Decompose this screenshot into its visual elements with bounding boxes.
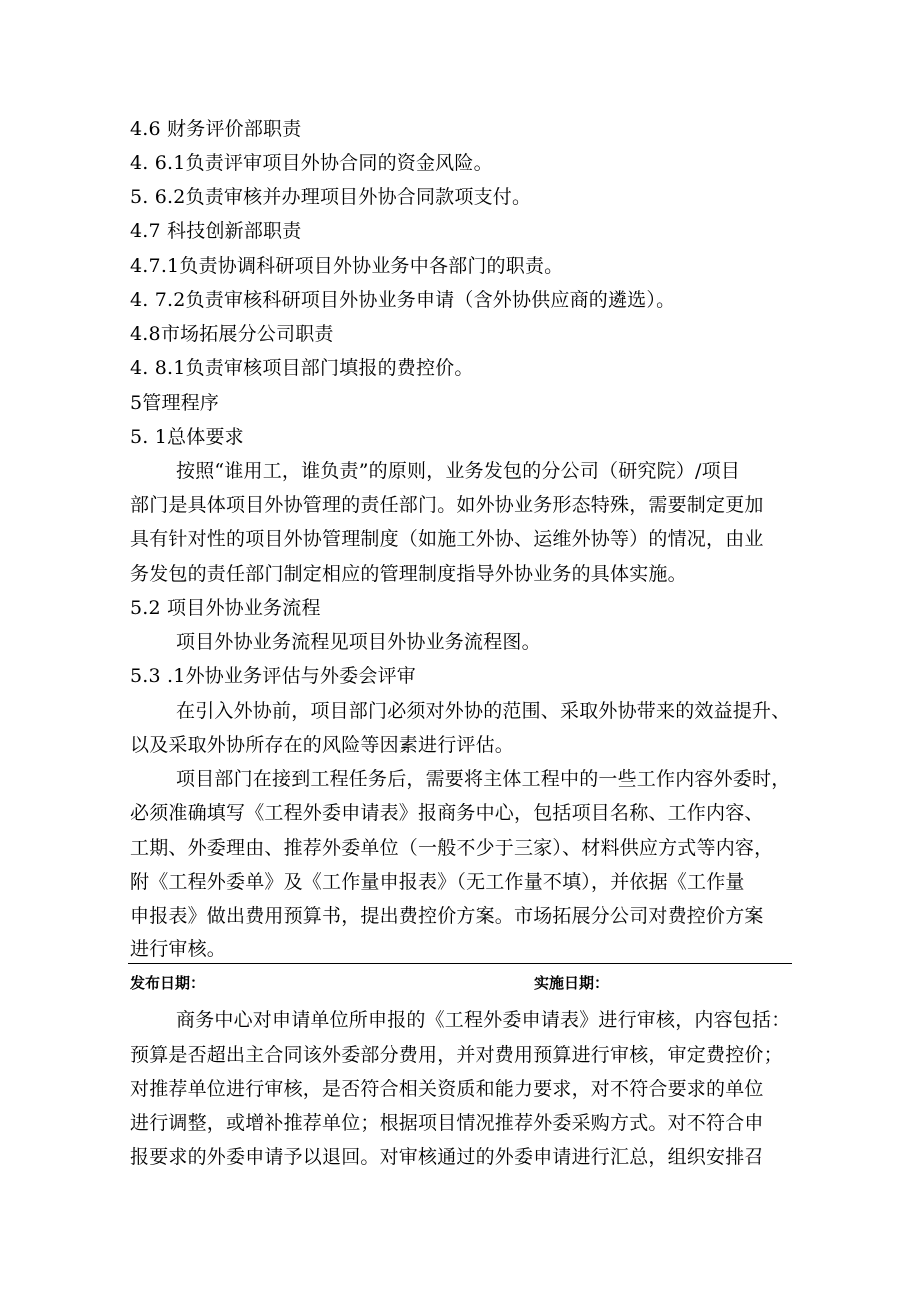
- paragraph-line: 具有针对性的项目外协管理制度（如施工外协、运维外协等）的情况，由业: [130, 528, 764, 550]
- paragraph-line: 工期、外委理由、推荐外委单位（一般不少于三家）、材料供应方式等内容，: [130, 837, 774, 859]
- clause-4-8-1: 4. 8.1负责审核项目部门填报的费控价。: [130, 357, 474, 379]
- paragraph-line: 进行审核。: [130, 938, 227, 960]
- paragraph-line: 预算是否超出主合同该外委部分费用，并对费用预算进行审核，审定费控价；: [130, 1044, 783, 1066]
- paragraph-line: 部门是具体项目外协管理的责任部门。如外协业务形态特殊，需要制定更加: [130, 494, 764, 516]
- heading-5-2: 5.2 项目外协业务流程: [130, 597, 321, 619]
- heading-5-1: 5. 1总体要求: [130, 426, 244, 448]
- paragraph-line: 必须准确填写《工程外委申请表》报商务中心，包括项目名称、工作内容、: [130, 802, 764, 824]
- heading-4-8: 4.8市场拓展分公司职责: [130, 323, 334, 345]
- paragraph-line: 在引入外协前，项目部门必须对外协的范围、采取外协带来的效益提升、: [176, 700, 791, 722]
- paragraph-line: 务发包的责任部门制定相应的管理制度指导外协业务的具体实施。: [130, 563, 687, 585]
- paragraph-line: 申报表》做出费用预算书，提出费控价方案。市场拓展分公司对费控价方案: [130, 905, 764, 927]
- paragraph-line: 按照“谁用工，谁负责”的原则，业务发包的分公司（研究院）/项目: [176, 460, 741, 482]
- heading-4-6: 4.6 财务评价部职责: [130, 118, 302, 140]
- paragraph-line: 报要求的外委申请予以退回。对审核通过的外委申请进行汇总，组织安排召: [130, 1146, 764, 1168]
- heading-4-7: 4.7 科技创新部职责: [130, 220, 302, 242]
- clause-4-6-1: 4. 6.1负责评审项目外协合同的资金风险。: [130, 152, 493, 174]
- effective-date-label: 实施日期：: [534, 974, 610, 992]
- clause-5-6-2: 5. 6.2负责审核并办理项目外协合同款项支付。: [130, 186, 532, 208]
- paragraph-line: 项目外协业务流程见项目外协业务流程图。: [176, 631, 541, 653]
- paragraph-line: 商务中心对申请单位所申报的《工程外委申请表》进行审核，内容包括：: [176, 1009, 791, 1031]
- heading-5: 5管理程序: [130, 392, 220, 414]
- heading-5-3-1: 5.3 .1外协业务评估与外委会评审: [130, 665, 416, 687]
- paragraph-line: 附《工程外委单》及《工作量申报表》（无工作量不填），并依据《工作量: [130, 871, 745, 893]
- paragraph-line: 进行调整，或增补推荐单位；根据项目情况推荐外委采购方式。对不符合申: [130, 1112, 764, 1134]
- clause-4-7-2: 4. 7.2负责审核科研项目外协业务申请（含外协供应商的遴选）。: [130, 289, 676, 311]
- clause-4-7-1: 4.7.1负责协调科研项目外协业务中各部门的职责。: [130, 255, 564, 277]
- paragraph-line: 以及采取外协所存在的风险等因素进行评估。: [130, 734, 515, 756]
- paragraph-line: 项目部门在接到工程任务后，需要将主体工程中的一些工作内容外委时，: [176, 768, 791, 790]
- publish-date-label: 发布日期：: [130, 974, 206, 992]
- paragraph-line: 对推荐单位进行审核，是否符合相关资质和能力要求，对不符合要求的单位: [130, 1078, 764, 1100]
- footer-divider: [128, 963, 792, 964]
